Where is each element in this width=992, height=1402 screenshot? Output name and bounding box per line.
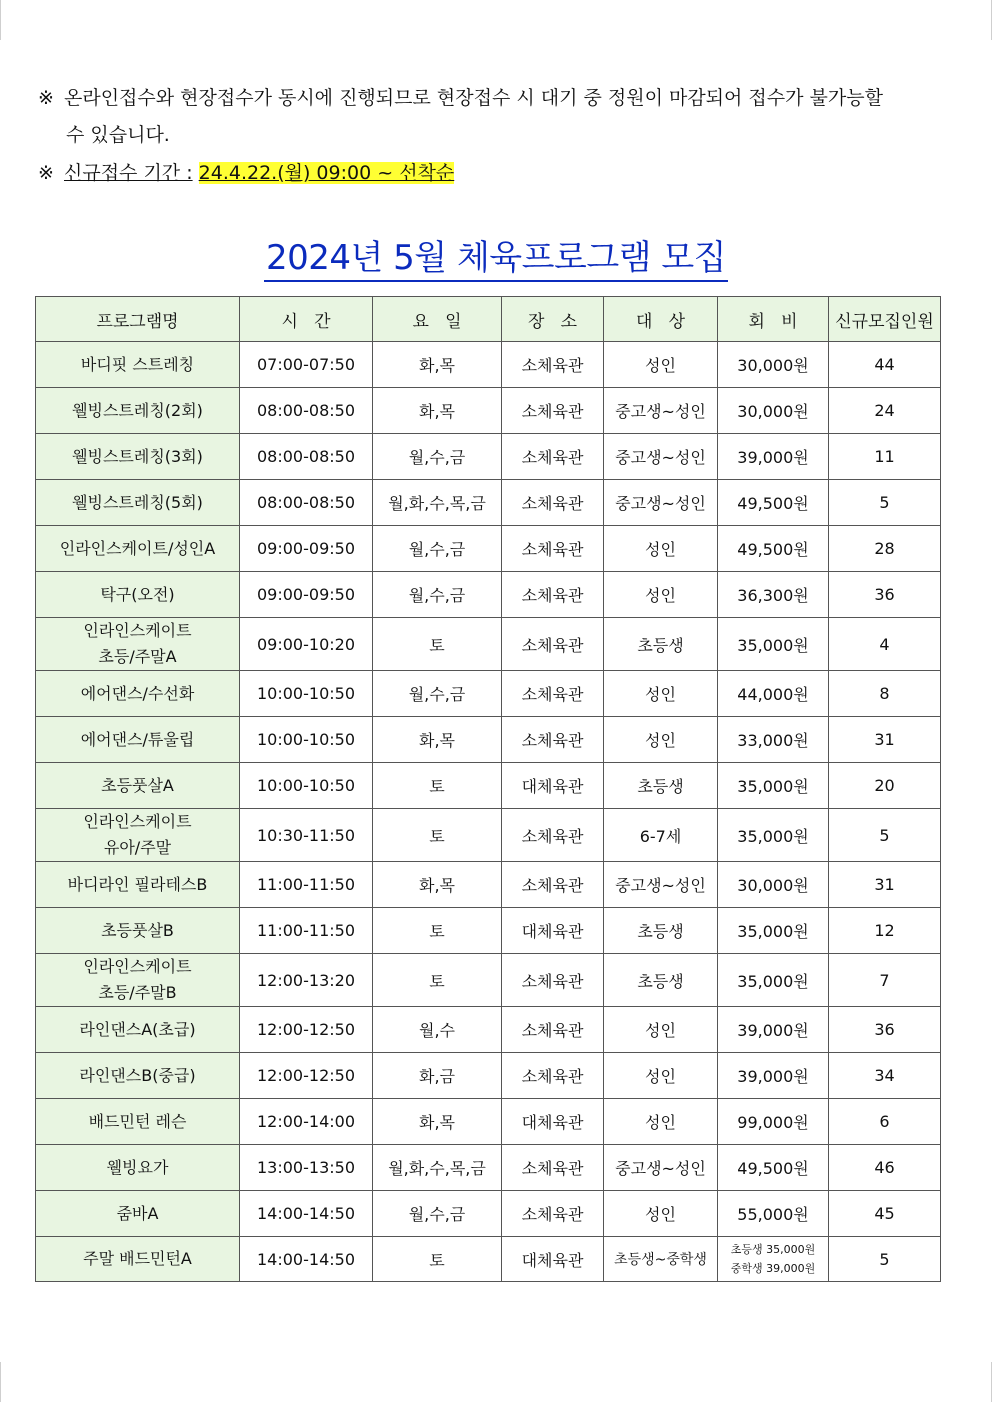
cell-place: 소체육관: [502, 954, 604, 1007]
cell-fee: 30,000원: [718, 388, 829, 434]
cell-place: 대체육관: [502, 908, 604, 954]
cell-program-name: 인라인스케이트 초등/주말B: [36, 954, 240, 1007]
notice-online-onsite: [38, 80, 958, 154]
cell-time: 14:00-14:50: [240, 1191, 373, 1237]
cell-target: 성인: [604, 717, 718, 763]
table-row: [36, 1145, 941, 1191]
table-row: [36, 1191, 941, 1237]
cell-days: 화,목: [373, 717, 502, 763]
cell-target: 중고생~성인: [604, 388, 718, 434]
table-row: [36, 1007, 941, 1053]
cell-place: 소체육관: [502, 862, 604, 908]
table-row: [36, 480, 941, 526]
cell-days: 토: [373, 618, 502, 671]
cell-target: 중고생~성인: [604, 480, 718, 526]
cell-days: 화,목: [373, 342, 502, 388]
cell-place: 소체육관: [502, 1145, 604, 1191]
cell-time: 12:00-13:20: [240, 954, 373, 1007]
cell-program-name: 인라인스케이트 유아/주말: [36, 809, 240, 862]
crop-mark-top-left: [0, 0, 1, 40]
cell-fee: 55,000원: [718, 1191, 829, 1237]
cell-new-recruits: 44: [829, 342, 941, 388]
cell-time: 10:00-10:50: [240, 763, 373, 809]
cell-program-name: 바디핏 스트레칭: [36, 342, 240, 388]
cell-new-recruits: 28: [829, 526, 941, 572]
cell-new-recruits: 31: [829, 862, 941, 908]
crop-mark-bottom-left: [0, 1362, 1, 1402]
table-row: [36, 1237, 941, 1282]
cell-fee: 35,000원: [718, 618, 829, 671]
reference-mark: ※: [38, 87, 54, 109]
cell-days: 토: [373, 1237, 502, 1282]
cell-time: 10:00-10:50: [240, 717, 373, 763]
cell-days: 화,목: [373, 862, 502, 908]
cell-place: 대체육관: [502, 763, 604, 809]
cell-time: 07:00-07:50: [240, 342, 373, 388]
cell-days: 월,화,수,목,금: [373, 1145, 502, 1191]
cell-target: 6-7세: [604, 809, 718, 862]
cell-fee: 초등생 35,000원 중학생 39,000원: [718, 1237, 829, 1282]
cell-program-name: 웰빙스트레칭(3회): [36, 434, 240, 480]
cell-target: 초등생: [604, 908, 718, 954]
cell-program-name: 줌바A: [36, 1191, 240, 1237]
table-row: [36, 618, 941, 671]
cell-new-recruits: 24: [829, 388, 941, 434]
cell-new-recruits: 5: [829, 1237, 941, 1282]
table-row: [36, 1053, 941, 1099]
cell-target: 성인: [604, 1191, 718, 1237]
cell-new-recruits: 5: [829, 809, 941, 862]
cell-place: 소체육관: [502, 717, 604, 763]
cell-fee: 35,000원: [718, 809, 829, 862]
cell-time: 08:00-08:50: [240, 434, 373, 480]
cell-new-recruits: 46: [829, 1145, 941, 1191]
table-row: [36, 908, 941, 954]
cell-fee: 49,500원: [718, 480, 829, 526]
cell-days: 월,수: [373, 1007, 502, 1053]
cell-program-name: 라인댄스B(중급): [36, 1053, 240, 1099]
cell-fee: 44,000원: [718, 671, 829, 717]
table-row: [36, 809, 941, 862]
cell-program-name: 초등풋살B: [36, 908, 240, 954]
cell-program-name: 배드민턴 레슨: [36, 1099, 240, 1145]
cell-time: 10:00-10:50: [240, 671, 373, 717]
notice-text-continued: 수 있습니다.: [66, 124, 170, 146]
cell-days: 화,금: [373, 1053, 502, 1099]
header-target: 대 상: [604, 297, 718, 342]
cell-new-recruits: 36: [829, 572, 941, 618]
cell-new-recruits: 31: [829, 717, 941, 763]
cell-days: 화,목: [373, 388, 502, 434]
cell-program-name: 탁구(오전): [36, 572, 240, 618]
cell-days: 월,수,금: [373, 1191, 502, 1237]
table-row: [36, 342, 941, 388]
cell-fee: 99,000원: [718, 1099, 829, 1145]
cell-new-recruits: 36: [829, 1007, 941, 1053]
cell-time: 11:00-11:50: [240, 908, 373, 954]
cell-program-name: 라인댄스A(초급): [36, 1007, 240, 1053]
cell-target: 초등생: [604, 763, 718, 809]
header-days: 요 일: [373, 297, 502, 342]
cell-days: 화,목: [373, 1099, 502, 1145]
cell-target: 중고생~성인: [604, 862, 718, 908]
cell-time: 12:00-12:50: [240, 1007, 373, 1053]
cell-new-recruits: 34: [829, 1053, 941, 1099]
cell-days: 월,수,금: [373, 671, 502, 717]
cell-target: 성인: [604, 1053, 718, 1099]
cell-target: 초등생: [604, 618, 718, 671]
cell-place: 소체육관: [502, 671, 604, 717]
header-new-recruits: 신규모집인원: [829, 297, 941, 342]
cell-fee: 30,000원: [718, 862, 829, 908]
cell-time: 09:00-09:50: [240, 572, 373, 618]
cell-time: 09:00-09:50: [240, 526, 373, 572]
cell-new-recruits: 20: [829, 763, 941, 809]
cell-fee: 30,000원: [718, 342, 829, 388]
table-row: [36, 671, 941, 717]
cell-program-name: 웰빙스트레칭(2회): [36, 388, 240, 434]
cell-program-name: 웰빙요가: [36, 1145, 240, 1191]
table-row: [36, 1099, 941, 1145]
cell-place: 소체육관: [502, 388, 604, 434]
cell-target: 성인: [604, 671, 718, 717]
cell-place: 소체육관: [502, 480, 604, 526]
cell-new-recruits: 45: [829, 1191, 941, 1237]
cell-new-recruits: 8: [829, 671, 941, 717]
header-time: 시 간: [240, 297, 373, 342]
cell-days: 토: [373, 763, 502, 809]
cell-place: 대체육관: [502, 1237, 604, 1282]
cell-days: 토: [373, 908, 502, 954]
cell-fee: 36,300원: [718, 572, 829, 618]
table-row: [36, 434, 941, 480]
cell-target: 성인: [604, 1007, 718, 1053]
cell-time: 10:30-11:50: [240, 809, 373, 862]
cell-place: 소체육관: [502, 1007, 604, 1053]
cell-days: 월,수,금: [373, 572, 502, 618]
cell-fee: 49,500원: [718, 1145, 829, 1191]
notice-registration-period: [38, 155, 958, 192]
cell-new-recruits: 11: [829, 434, 941, 480]
cell-new-recruits: 12: [829, 908, 941, 954]
cell-target: 초등생~중학생: [604, 1237, 718, 1282]
registration-period-value: 24.4.22.(월) 09:00 ~ 선착순: [198, 162, 455, 184]
header-fee: 회 비: [718, 297, 829, 342]
cell-new-recruits: 6: [829, 1099, 941, 1145]
cell-fee: 39,000원: [718, 1053, 829, 1099]
cell-program-name: 에어댄스/수선화: [36, 671, 240, 717]
cell-time: 12:00-14:00: [240, 1099, 373, 1145]
cell-fee: 33,000원: [718, 717, 829, 763]
cell-program-name: 에어댄스/튜울립: [36, 717, 240, 763]
cell-place: 소체육관: [502, 809, 604, 862]
cell-new-recruits: 5: [829, 480, 941, 526]
cell-fee: 35,000원: [718, 763, 829, 809]
cell-days: 월,수,금: [373, 526, 502, 572]
cell-time: 11:00-11:50: [240, 862, 373, 908]
cell-fee: 35,000원: [718, 954, 829, 1007]
notice-text: 온라인접수와 현장접수가 동시에 진행되므로 현장접수 시 대기 중 정원이 마감되어 접수가 불가능할: [64, 87, 883, 109]
cell-target: 성인: [604, 572, 718, 618]
cell-place: 소체육관: [502, 526, 604, 572]
cell-place: 소체육관: [502, 572, 604, 618]
cell-time: 12:00-12:50: [240, 1053, 373, 1099]
cell-time: 14:00-14:50: [240, 1237, 373, 1282]
table-row: [36, 572, 941, 618]
cell-fee: 39,000원: [718, 1007, 829, 1053]
cell-days: 월,수,금: [373, 434, 502, 480]
cell-place: 소체육관: [502, 434, 604, 480]
cell-program-name: 초등풋살A: [36, 763, 240, 809]
cell-days: 토: [373, 954, 502, 1007]
cell-time: 09:00-10:20: [240, 618, 373, 671]
reference-mark: ※: [38, 162, 54, 184]
table-row: [36, 862, 941, 908]
page-title: 2024년 5월 체육프로그램 모집: [0, 230, 992, 279]
cell-target: 초등생: [604, 954, 718, 1007]
cell-days: 토: [373, 809, 502, 862]
cell-place: 소체육관: [502, 1053, 604, 1099]
cell-program-name: 주말 배드민턴A: [36, 1237, 240, 1282]
cell-program-name: 바디라인 필라테스B: [36, 862, 240, 908]
cell-time: 13:00-13:50: [240, 1145, 373, 1191]
cell-target: 중고생~성인: [604, 434, 718, 480]
cell-program-name: 인라인스케이트 초등/주말A: [36, 618, 240, 671]
cell-time: 08:00-08:50: [240, 480, 373, 526]
cell-place: 소체육관: [502, 1191, 604, 1237]
table-row: [36, 717, 941, 763]
cell-fee: 35,000원: [718, 908, 829, 954]
header-place: 장 소: [502, 297, 604, 342]
table-row: [36, 526, 941, 572]
cell-place: 소체육관: [502, 342, 604, 388]
cell-program-name: 웰빙스트레칭(5회): [36, 480, 240, 526]
program-table: [35, 296, 941, 1282]
cell-fee: 49,500원: [718, 526, 829, 572]
table-header-row: [36, 297, 941, 342]
table-row: [36, 954, 941, 1007]
cell-target: 성인: [604, 1099, 718, 1145]
table-row: [36, 763, 941, 809]
cell-days: 월,화,수,목,금: [373, 480, 502, 526]
cell-new-recruits: 4: [829, 618, 941, 671]
cell-target: 성인: [604, 526, 718, 572]
cell-target: 중고생~성인: [604, 1145, 718, 1191]
header-program-name: 프로그램명: [36, 297, 240, 342]
table-row: [36, 388, 941, 434]
cell-place: 대체육관: [502, 1099, 604, 1145]
cell-fee: 39,000원: [718, 434, 829, 480]
registration-period-label: 신규접수 기간 :: [64, 162, 193, 184]
cell-place: 소체육관: [502, 618, 604, 671]
cell-target: 성인: [604, 342, 718, 388]
cell-new-recruits: 7: [829, 954, 941, 1007]
cell-time: 08:00-08:50: [240, 388, 373, 434]
cell-program-name: 인라인스케이트/성인A: [36, 526, 240, 572]
